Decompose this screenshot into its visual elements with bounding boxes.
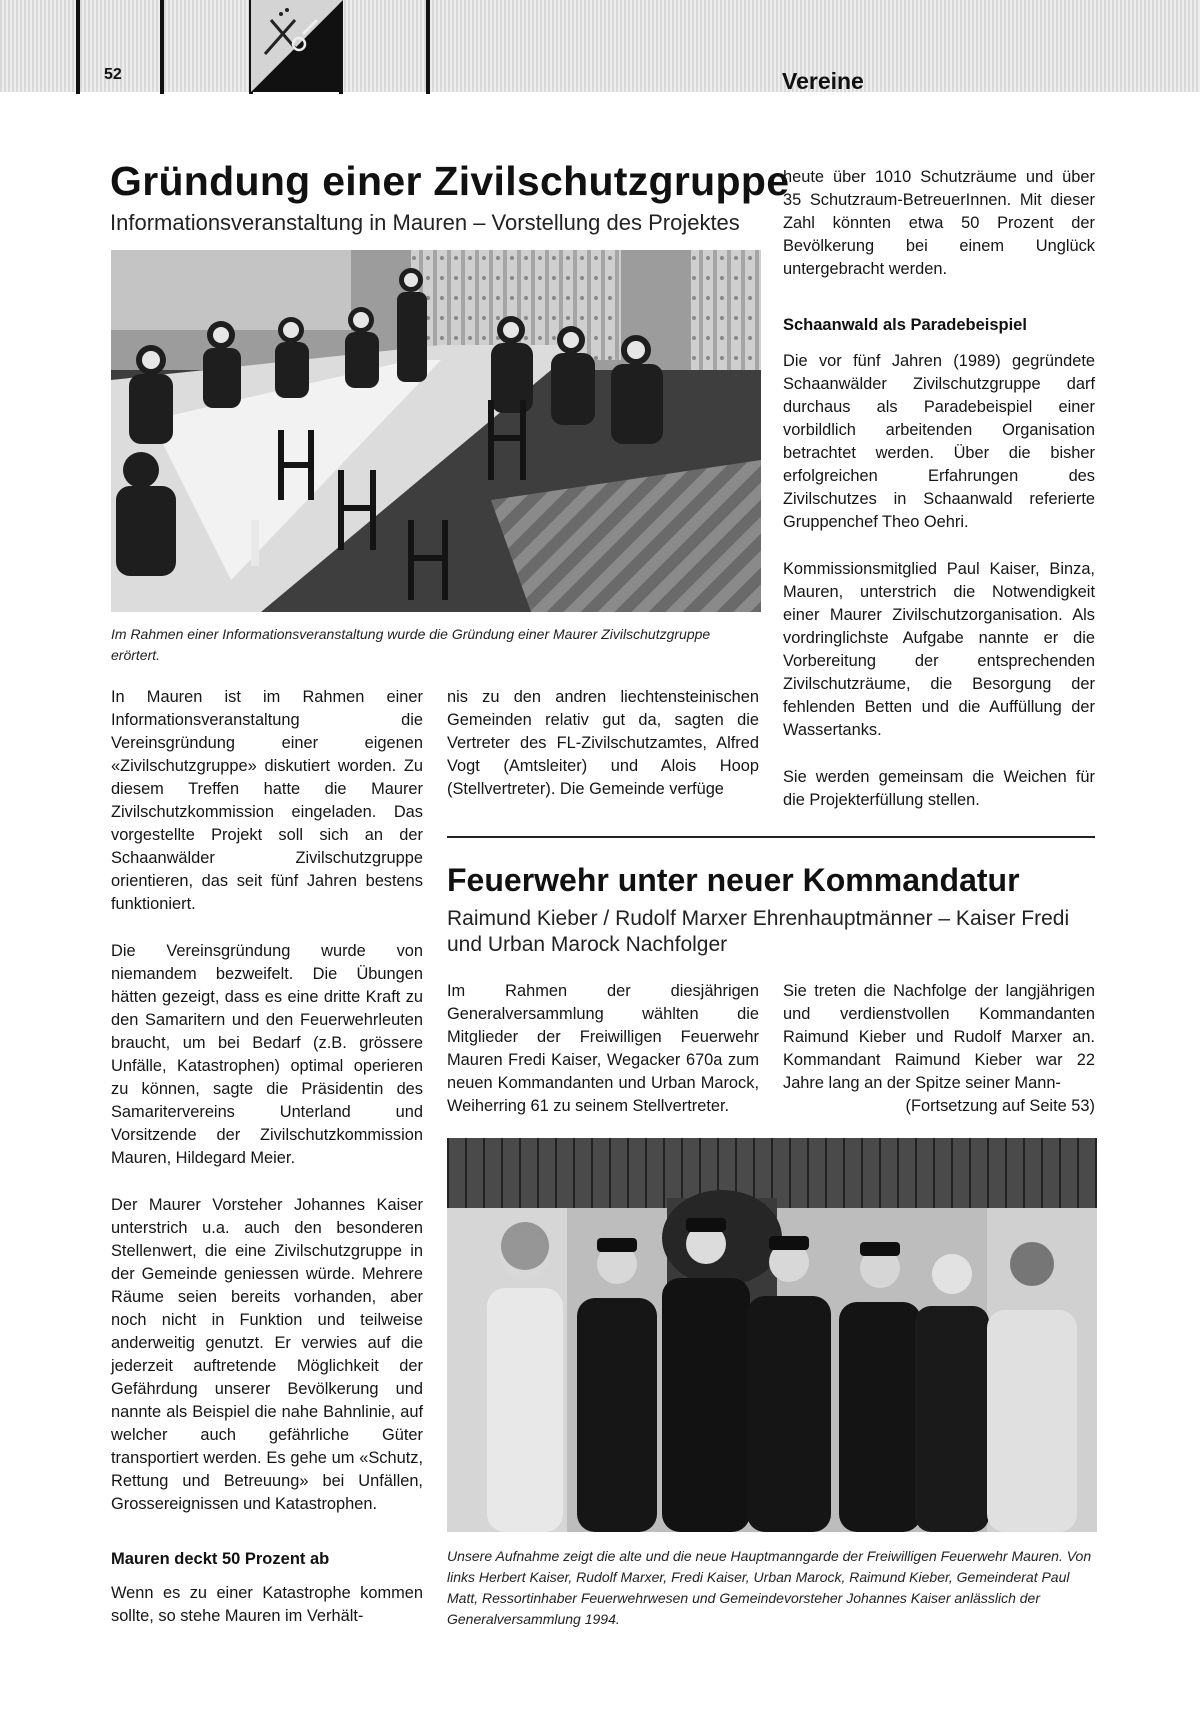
article-title: Gründung einer Zivilschutzgruppe [110, 158, 790, 204]
firefighters-group-photo [447, 1138, 1097, 1532]
page-number: 52 [104, 66, 122, 83]
article-column [111, 1582, 423, 1628]
paragraph: Wenn es zu einer Katastrophe kommen sollte, so stehe Mauren im Verhält- [111, 1584, 423, 1625]
photo-caption: Unsere Aufnahme zeigt die alte und die neue Hauptmanngarde der Freiwilligen Feuerwehr Mauren. Von links Herbert Kaiser, Rudolf Marxer, Fredi Kaiser, Urban Marock, Raimund Kieber, Gemeinderat Paul Matt, Ressortinhaber Feuerwehrwesen und Gemeindevorsteher Johannes Kaiser anlässlich der Generalversammlung 1994. [447, 1548, 1092, 1627]
paragraph: Die Vereinsgründung wurde von niemandem bezweifelt. Die Übungen hätten gezeigt, dass es eine dritte Kraft zu den Samaritern und den Feuerwehrleuten braucht, um bei Bedarf (z.B. grössere Unfälle, Katastrophen) optimal operieren zu können, sagte die Präsidentin des Samaritervereins Unterland und Vorsitzende der Zivilschutzkommission Mauren, Hildegard Meier. [111, 942, 423, 1167]
paragraph: Sie werden gemeinsam die Weichen für die Projekterfüllung stellen. [783, 768, 1095, 809]
paragraph: Sie treten die Nachfolge der langjährigen und verdienstvollen Kommandanten Raimund Kieber und Rudolf Marxer an. Kommandant Raimund Kieber war 22 Jahre lang an der Spitze seiner Mann- [783, 982, 1095, 1092]
article-subtitle: Raimund Kieber / Rudolf Marxer Ehrenhauptmänner – Kaiser Fredi und Urban Marock Nachfolger [447, 907, 1070, 956]
paragraph: Der Maurer Vorsteher Johannes Kaiser unterstrich u.a. auch den besonderen Stellenwert, die eine Zivilschutzgruppe in der Gemeinde geniessen würde. Mehrere Räume seien bereits vorhanden, aber noch nicht in Funktion und teilweise anderweitig genutzt. Er verwies auf die jederzeit auftretende Möglichkeit der Gefährdung unserer Bevölkerung und nannte als Beispiel die nahe Bahnlinie, auf welcher auch gefährliche Güter transportiert werden. Es gehe um «Schutz, Rettung und Betreuung» bei Unfällen, Grossereignissen und Katastrophen. [111, 1196, 423, 1513]
section-emblem-icon [251, 0, 343, 92]
article-column [783, 166, 1095, 305]
subheading: Mauren deckt 50 Prozent ab [111, 1550, 330, 1568]
photo-caption: Im Rahmen einer Informationsveranstaltung wurde die Gründung einer Maurer Zivilschutzgruppe erörtert. [111, 626, 711, 663]
header-band [0, 0, 1200, 92]
paragraph: heute über 1010 Schutzräume und über 35 Schutzraum-BetreuerInnen. Mit dieser Zahl könnten etwa 50 Prozent der Bevölkerung bei einem Unglück untergebracht werden. [783, 168, 1095, 278]
subheading: Schaanwald als Paradebeispiel [783, 316, 1027, 334]
continuation-note: (Fortsetzung auf Seite 53) [905, 1097, 1095, 1115]
article-column [111, 686, 423, 1540]
header-rule [160, 0, 164, 94]
paragraph: Die vor fünf Jahren (1989) gegründete Schaanwälder Zivilschutzgruppe darf durchaus als Paradebeispiel einer vorbildlich arbeitenden Organisation betrachtet werden. Über die bisher erfolgreichen Erfahrungen des Zivilschutzes in Schaanwald referierte Gruppenchef Theo Oehri. [783, 352, 1095, 531]
section-title: Vereine [782, 68, 864, 94]
article-column [783, 980, 1095, 1118]
paragraph: Kommissionsmitglied Paul Kaiser, Binza, Mauren, unterstrich die Notwendigkeit einer Maurer Zivilschutzorganisation. Als vordringlichste Aufgabe nannte er die Vorbereitung der entsprechenden Zivilschutzräume, die Besorgung der fehlenden Betten und die Auffüllung der Wassertanks. [783, 560, 1095, 739]
article-column [447, 980, 759, 1118]
article-column [783, 350, 1095, 812]
article-subtitle: Informationsveranstaltung in Mauren – Vorstellung des Projektes [110, 210, 740, 235]
article-divider [447, 836, 1095, 838]
paragraph: Im Rahmen der diesjährigen Generalversammlung wählten die Mitglieder der Freiwilligen Feuerwehr Mauren Fredi Kaiser, Wegacker 670a zum neuen Kommandanten und Urban Marock, Weiherring 61 zu seinem Stellvertreter. [447, 982, 759, 1115]
header-rule [426, 0, 430, 94]
article-title: Feuerwehr unter neuer Kommandatur [447, 862, 1020, 898]
paragraph: nis zu den andren liechtensteinischen Gemeinden relativ gut da, sagten die Vertreter des FL-Zivilschutzamtes, Alfred Vogt (Amtsleiter) und Alois Hoop (Stellvertreter). Die Gemeinde verfüge [447, 688, 759, 798]
paragraph: In Mauren ist im Rahmen einer Informationsveranstaltung die Vereinsgründung einer eigenen «Zivilschutzgruppe» diskutiert worden. Zu diesem Treffen hatte die Maurer Zivilschutzkommission eingeladen. Das vorgestellte Projekt soll sich an der Schaanwälder Zivilschutzgruppe orientieren, das seit fünf Jahren bestens funktioniert. [111, 688, 423, 913]
meeting-photo [111, 250, 761, 612]
article-column [447, 686, 759, 801]
header-rule [76, 0, 80, 94]
